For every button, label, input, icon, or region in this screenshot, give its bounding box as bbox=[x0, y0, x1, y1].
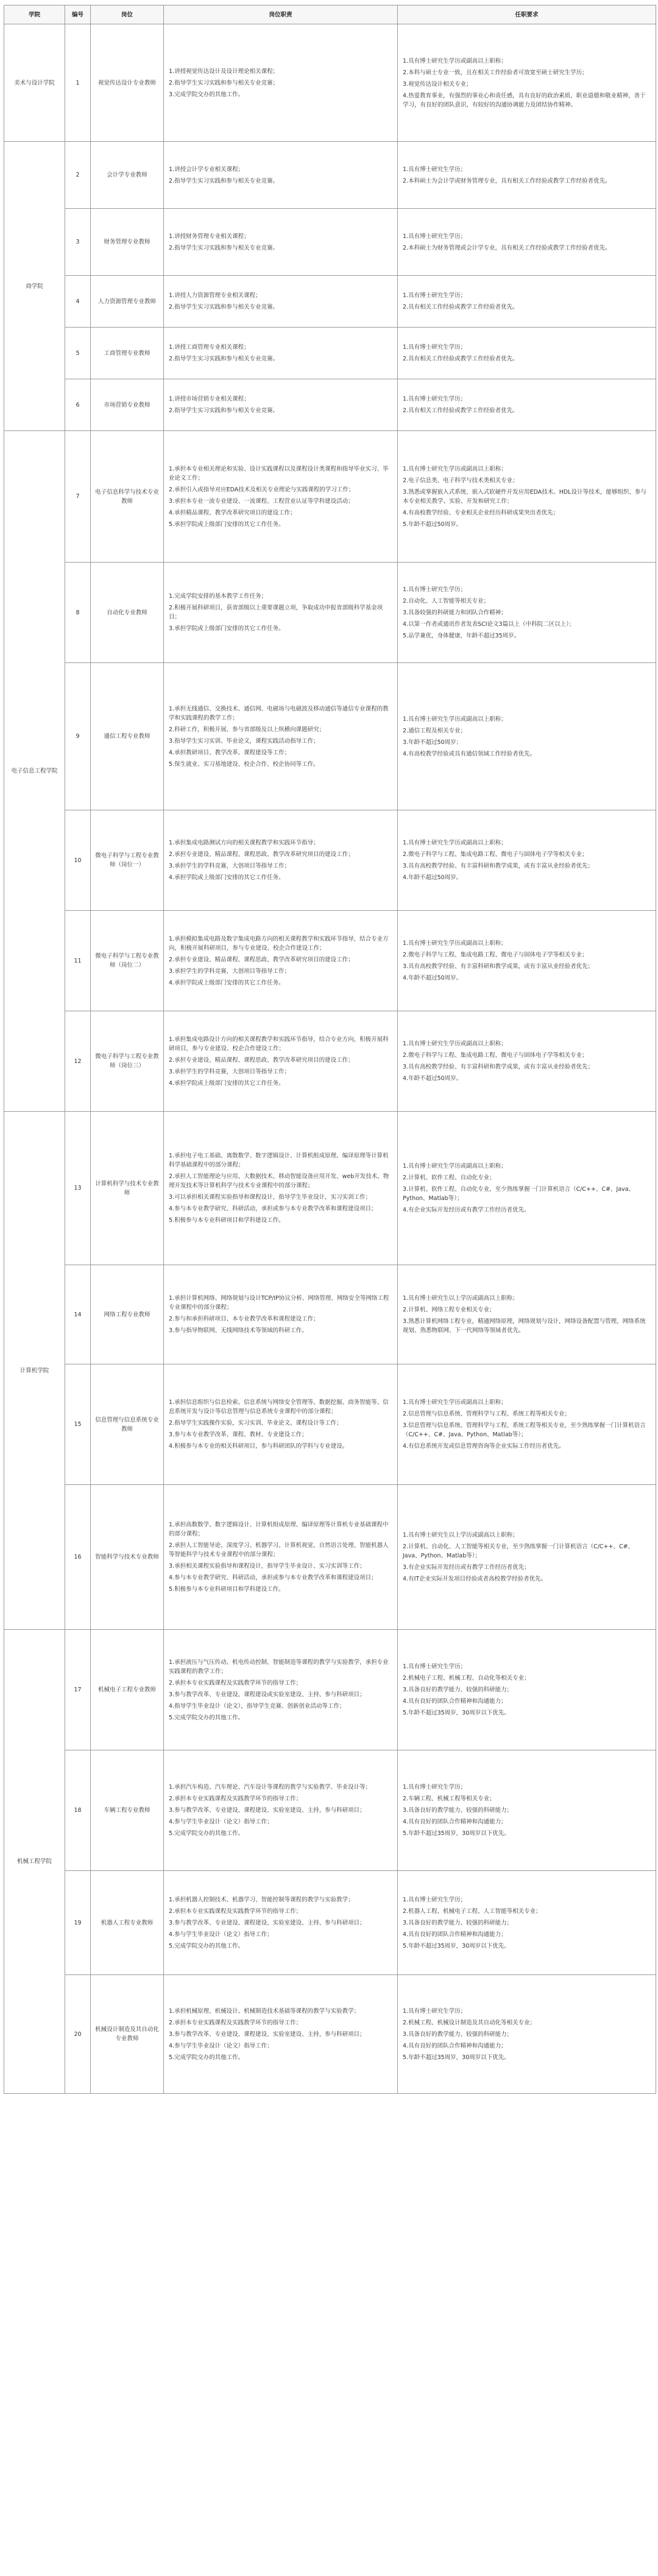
requirement-item: 4.具有良好的团队合作精神和沟通能力； bbox=[403, 1698, 507, 1705]
duty-item: 2.指导学生实践操作实验，实习实训、毕业论文、课程设计等工作； bbox=[169, 1420, 342, 1427]
position-cell: 会计学专业教师 bbox=[91, 142, 164, 209]
duty-item: 5.完成学院交办的其他工作。 bbox=[169, 1830, 244, 1837]
duty-item: 2.承担本专业实践课程及实践教学环节的指导工作； bbox=[169, 2019, 302, 2026]
duty-item: 5.完成学院交办的其他工作。 bbox=[169, 2054, 244, 2061]
duty-item: 4.承担精品课程、教学改革研究项目的建设工作； bbox=[169, 509, 296, 516]
requirements-cell bbox=[398, 911, 656, 1011]
duty-item: 1.讲授会计学专业相关课程； bbox=[169, 166, 244, 173]
requirements-cell bbox=[398, 563, 656, 663]
requirements-cell bbox=[398, 663, 656, 810]
duty-item: 4.参与学生毕业设计（论文）指导工作； bbox=[169, 1931, 273, 1938]
duty-item: 2.承担专业建设、精品课程、课程思政、教学改革研究项目的建设工作； bbox=[169, 956, 354, 963]
duty-item: 3.参与指导物联网、无线网络技术等领域的科研工作。 bbox=[169, 1327, 308, 1334]
duty-item: 5.积极参与本专业科研项目和学科建设工作。 bbox=[169, 1217, 285, 1224]
duty-item: 3.承担学院或上级部门安排的其它工作任务。 bbox=[169, 625, 285, 632]
number-cell: 16 bbox=[65, 1485, 91, 1630]
requirement-item: 3.具备良好的教学能力、较强的科研能力； bbox=[403, 1919, 513, 1926]
position-cell: 智能科学与技术专业教师 bbox=[91, 1485, 164, 1630]
duty-item: 5.积极参与本专业科研项目和学科建设工作。 bbox=[169, 1586, 285, 1593]
number-cell: 15 bbox=[65, 1364, 91, 1485]
duty-item: 4.参与本专业教学研究、科研活动，承担或参与本专业教学改革和课程建设项目； bbox=[169, 1574, 377, 1581]
requirement-item: 3.年龄不超过50周岁； bbox=[403, 739, 462, 746]
requirements-cell bbox=[398, 1011, 656, 1112]
duties-cell bbox=[164, 431, 398, 563]
requirement-item: 2.车辆工程、机械工程等相关专业； bbox=[403, 1795, 495, 1802]
number-cell: 19 bbox=[65, 1871, 91, 1975]
requirement-item: 4.以第一作者或通讯作者发表SCI论文3篇以上（中科院二区以上）； bbox=[403, 620, 575, 628]
requirement-item: 1.具有博士研究生学历或副高以上职称； bbox=[403, 57, 507, 65]
requirement-item: 1.具有博士研究生学历； bbox=[403, 344, 467, 351]
position-cell: 通信工程专业教师 bbox=[91, 663, 164, 810]
table-row bbox=[4, 1011, 656, 1112]
duties-cell bbox=[164, 810, 398, 911]
duties-cell bbox=[164, 209, 398, 276]
duties-cell bbox=[164, 911, 398, 1011]
duty-item: 5.承担学院或上级部门安排的其它工作任务。 bbox=[169, 521, 285, 528]
position-cell: 机器人工程专业教师 bbox=[91, 1871, 164, 1975]
requirements-cell bbox=[398, 1364, 656, 1485]
duty-item: 1.承担本专业相关理论和实验、设计实践课程以及课程设计类课程和指导毕业实习、毕业论文工作； bbox=[169, 465, 389, 482]
requirement-item: 1.具有博士研究生学历； bbox=[403, 1784, 467, 1791]
header-college: 学院 bbox=[4, 5, 65, 24]
duty-item: 3.参与教学改革、专业建设、课程建设、实验室建设、主持、参与科研项目； bbox=[169, 2030, 366, 2038]
requirement-item: 3.信息管理与信息系统、管理科学与工程、系统工程等相关专业，至少熟练掌握一门计算机语言（C/C++、C#、Java、Python、Matlab等）； bbox=[403, 1422, 646, 1438]
requirement-item: 4.年龄不超过50周岁。 bbox=[403, 975, 462, 981]
duty-item: 3.完成学院交办的其他工作。 bbox=[169, 91, 244, 98]
requirement-item: 4.年龄不超过50周岁。 bbox=[403, 874, 462, 881]
number-cell: 10 bbox=[65, 810, 91, 911]
duty-item: 1.讲授市场营销专业相关课程； bbox=[169, 396, 250, 402]
requirement-item: 1.具有博士研究生以上学历或副高以上职称； bbox=[403, 1532, 518, 1539]
college-cell: 美术与设计学院 bbox=[4, 24, 65, 142]
requirement-item: 2.电子信息类、电子科学与技术类相关专业； bbox=[403, 477, 518, 484]
requirement-item: 1.具有博士研究生学历； bbox=[403, 1896, 467, 1903]
requirement-item: 1.具有博士研究生学历或副高以上职称； bbox=[403, 1399, 507, 1406]
position-cell: 财务管理专业教师 bbox=[91, 209, 164, 276]
duty-item: 2.指导学生实习实践和参与相关专业竞赛。 bbox=[169, 356, 279, 362]
header-duties: 岗位职责 bbox=[164, 5, 398, 24]
duty-item: 2.指导学生实习实践和参与相关专业竞赛。 bbox=[169, 304, 279, 311]
requirement-item: 1.具有博士研究生学历或副高以上职称； bbox=[403, 465, 507, 472]
duty-item: 1.承担集成电路测试方向的相关课程教学和实践环节指导； bbox=[169, 840, 319, 846]
duty-item: 4.参与本专业教学研究、科研活动，承担或参与本专业教学改革和课程建设项目； bbox=[169, 1206, 377, 1212]
table-row bbox=[4, 663, 656, 810]
duty-item: 4.参与学生毕业设计（论文）指导工作； bbox=[169, 2042, 273, 2049]
requirement-item: 3.具有高校教学经验、有丰富科研和教学成果，或有丰富从业经验者优先； bbox=[403, 963, 594, 970]
requirement-item: 2.微电子科学与工程、集成电路工程、微电子与固体电子学等相关专业； bbox=[403, 1052, 588, 1059]
requirement-item: 3.熟悉或掌握嵌入式系统、嵌入式软硬件开发应用EDA技术、HDL设计等技术，能够组织、参与本专业相关教学、实验、开发和研究工作； bbox=[403, 488, 646, 505]
recruitment-table bbox=[4, 5, 656, 2094]
table-row bbox=[4, 911, 656, 1011]
table-row bbox=[4, 1871, 656, 1975]
duty-item: 4.承担学院或上级部门安排的其它工作任务。 bbox=[169, 1079, 285, 1087]
requirement-item: 5.年龄不超过35周岁，30周岁以下优先。 bbox=[403, 1830, 510, 1837]
requirement-item: 1.具有博士研究生学历； bbox=[403, 292, 467, 299]
duty-item: 3.承担相关课程实验指导和课程设计，指导学生毕业设计、实习实训等工作； bbox=[169, 1563, 366, 1570]
requirement-item: 3.具有高校教学经验、有丰富科研和教学成果，或有丰富从业经验者优先； bbox=[403, 863, 594, 869]
requirement-item: 1.具有博士研究生学历或副高以上职称； bbox=[403, 1163, 507, 1170]
duty-item: 1.讲授工商管理专业相关课程； bbox=[169, 344, 250, 351]
position-cell: 网络工程专业教师 bbox=[91, 1265, 164, 1364]
requirement-item: 1.具有博士研究生学历； bbox=[403, 166, 467, 173]
number-cell: 2 bbox=[65, 142, 91, 209]
number-cell: 12 bbox=[65, 1011, 91, 1112]
number-cell: 6 bbox=[65, 379, 91, 431]
number-cell: 13 bbox=[65, 1112, 91, 1265]
position-cell: 机械设计制造及其自动化专业教师 bbox=[91, 1975, 164, 2094]
duty-item: 4.参与学生毕业设计（论文）指导工作； bbox=[169, 1819, 273, 1825]
requirements-cell bbox=[398, 276, 656, 328]
duty-item: 1.承担计算机网络、网络规划与设计TCP/IP协议分析、网络管理、网络安全等网络工程专业课程中的部分课程； bbox=[169, 1295, 389, 1311]
duty-item: 1.承担信息组织与信息检索、信息系统与网络安全管理等、数据挖掘、商务智能等、信息系统开发与设计等信息管理与信息系统专业课程中的部分课程； bbox=[169, 1399, 389, 1415]
requirements-cell bbox=[398, 1265, 656, 1364]
position-cell: 微电子科学与工程专业教师（岗位一） bbox=[91, 810, 164, 911]
requirement-item: 4.有高校教学经验、专业相关企业经历科研成果突出者优先； bbox=[403, 509, 559, 516]
requirement-item: 2.计算机、网络工程专业相关专业； bbox=[403, 1307, 495, 1313]
duty-item: 3.指导学生实习实训、毕业论文，课程实践活动指导工作； bbox=[169, 737, 319, 745]
duty-item: 3.参与教学改革、专业建设、课程建设或实验室建设、主持、参与科研项目； bbox=[169, 1691, 366, 1698]
requirement-item: 1.具有博士研究生学历； bbox=[403, 396, 467, 402]
duty-item: 5.保生就业、实习基地建设、校企合作、校企协同等工作。 bbox=[169, 760, 319, 768]
duty-item: 5.完成学院交办的其他工作。 bbox=[169, 1942, 244, 1950]
position-cell: 机械电子工程专业教师 bbox=[91, 1630, 164, 1750]
duty-item: 4.承担教研项目、教学改革、课程建设等工作； bbox=[169, 749, 291, 756]
requirement-item: 2.机械电子工程、机械工程、自动化等相关专业； bbox=[403, 1675, 530, 1682]
requirement-item: 1.具有博士研究生学历； bbox=[403, 586, 467, 593]
table-row bbox=[4, 1750, 656, 1871]
duty-item: 1.承担集成电路设计方向的相关课程教学和实践环节指导，结合专业方向，积极开展科研项目，参与专业建设、校企合作建设工作； bbox=[169, 1036, 389, 1052]
position-cell: 视觉传达设计专业教师 bbox=[91, 24, 164, 142]
requirement-item: 4.具有良好的团队合作精神和沟通能力； bbox=[403, 2042, 507, 2049]
requirements-cell bbox=[398, 379, 656, 431]
number-cell: 14 bbox=[65, 1265, 91, 1364]
duties-cell bbox=[164, 563, 398, 663]
position-cell: 电子信息科学与技术专业教师 bbox=[91, 431, 164, 563]
requirement-item: 2.具有相关工作经验或教学工作经验者优先。 bbox=[403, 304, 518, 311]
duty-item: 4.积极参与本专业的相关科研项目，参与科研团队的学科与专业建设。 bbox=[169, 1443, 348, 1450]
duties-cell bbox=[164, 1485, 398, 1630]
duties-cell bbox=[164, 1011, 398, 1112]
duty-item: 2.指导学生实习实践和参与相关专业竞赛。 bbox=[169, 407, 279, 414]
requirement-item: 4.具有良好的团队合作精神和沟通能力； bbox=[403, 1931, 507, 1938]
duty-item: 2.积极开展科研项目，获省部级以上重要课题立项，争取成功申报省部级科学基金项目； bbox=[169, 605, 383, 620]
requirements-cell bbox=[398, 1630, 656, 1750]
number-cell: 18 bbox=[65, 1750, 91, 1871]
table-row bbox=[4, 1112, 656, 1265]
requirement-item: 1.具有博士研究生学历或副高以上职称； bbox=[403, 940, 507, 947]
duties-cell bbox=[164, 1975, 398, 2094]
table-row bbox=[4, 563, 656, 663]
requirements-cell bbox=[398, 431, 656, 563]
requirement-item: 3.具备较强的科研能力和团队合作精神； bbox=[403, 609, 507, 616]
table-row bbox=[4, 1485, 656, 1630]
duty-item: 1.完成学院安排的基本教学工作任务； bbox=[169, 593, 267, 600]
position-cell: 市场营销专业教师 bbox=[91, 379, 164, 431]
duty-item: 1.承担电子电工基础、离散数学、数字逻辑设计、计算机组成原理、编译原理等计算机科学基础课程中的部分课程； bbox=[169, 1153, 389, 1168]
duty-item: 1.讲授财务管理专业相关课程； bbox=[169, 233, 250, 240]
duty-item: 2.指导学生实习实践和参与相关专业竞赛。 bbox=[169, 177, 279, 184]
duty-item: 2.指导学生实习实践和参与相关专业竞赛。 bbox=[169, 244, 279, 251]
duty-item: 3.承担学生的学科竞赛，大创项目等指导工作； bbox=[169, 967, 291, 975]
duties-cell bbox=[164, 1265, 398, 1364]
table-row bbox=[4, 209, 656, 276]
table-row bbox=[4, 276, 656, 328]
number-cell: 3 bbox=[65, 209, 91, 276]
requirement-item: 4.有高校教学经验或具有通信领域工作经验者优先。 bbox=[403, 750, 536, 757]
requirements-cell bbox=[398, 209, 656, 276]
table-body bbox=[4, 24, 656, 2094]
duty-item: 1.讲授人力资源管理专业相关课程； bbox=[169, 292, 261, 299]
duties-cell bbox=[164, 1112, 398, 1265]
requirement-item: 4.具有良好的团队合作精神和沟通能力； bbox=[403, 1819, 507, 1825]
requirement-item: 2.具有相关工作经验或教学工作经验者优先。 bbox=[403, 356, 518, 362]
number-cell: 8 bbox=[65, 563, 91, 663]
position-cell: 微电子科学与工程专业教师（岗位二） bbox=[91, 911, 164, 1011]
requirement-item: 5.品学兼优，身体健康，年龄不超过35周岁。 bbox=[403, 632, 520, 639]
requirement-item: 3.有企业实际开发经历或有教学工作经历者优先； bbox=[403, 1564, 530, 1571]
requirement-item: 2.通信工程及相关专业； bbox=[403, 727, 467, 734]
header-position: 岗位 bbox=[91, 5, 164, 24]
header-requirements: 任职要求 bbox=[398, 5, 656, 24]
requirement-item: 2.微电子科学与工程、集成电路工程、微电子与固体电子学等相关专业； bbox=[403, 952, 588, 958]
requirement-item: 2.自动化、人工智能等相关专业； bbox=[403, 597, 490, 605]
requirement-item: 2.计算机、软件工程、自动化专业； bbox=[403, 1174, 495, 1181]
duties-cell bbox=[164, 1750, 398, 1871]
college-cell: 机械工程学院 bbox=[4, 1630, 65, 2094]
duty-item: 3.参与教学改革、专业建设、课程建设、实验室建设、主持、参与科研项目； bbox=[169, 1807, 366, 1814]
requirements-cell bbox=[398, 142, 656, 209]
duty-item: 3.参与教学改革、专业建设、课程建设、实验室建设、主持、参与科研项目； bbox=[169, 1919, 366, 1926]
table-header-row bbox=[4, 5, 656, 24]
number-cell: 17 bbox=[65, 1630, 91, 1750]
duty-item: 3.承担学生的学科竞赛，大创项目等指导工作； bbox=[169, 863, 291, 869]
position-cell: 自动化专业教师 bbox=[91, 563, 164, 663]
college-cell: 计算机学院 bbox=[4, 1112, 65, 1630]
position-cell: 微电子科学与工程专业教师（岗位三） bbox=[91, 1011, 164, 1112]
college-cell: 商学院 bbox=[4, 142, 65, 431]
duty-item: 2.承担专业建设、精品课程、课程思政、教学改革研究项目的建设工作； bbox=[169, 851, 354, 858]
header-number: 编号 bbox=[65, 5, 91, 24]
duties-cell bbox=[164, 1364, 398, 1485]
requirement-item: 3.计算机、软件工程、自动化专业，至少熟练掌握一门计算机语言（C/C++、C#、Java、Python、Matlab等）； bbox=[403, 1186, 635, 1202]
table-row bbox=[4, 1630, 656, 1750]
requirements-cell bbox=[398, 810, 656, 911]
number-cell: 5 bbox=[65, 328, 91, 379]
duty-item: 2.承担人工智能理论与应用、大数据技术、移动智能设备应用开发、web开发技术、物理开发技术等计算机科学与技术专业课程中的部分课程； bbox=[169, 1173, 389, 1189]
requirements-cell bbox=[398, 1485, 656, 1630]
requirement-item: 2.具有相关工作经验或教学工作经验者优先。 bbox=[403, 407, 518, 414]
requirement-item: 4.热爱教育事业，有强烈的事业心和责任感，具有良好的政治素质，职业道德和敬业精神，善于学习，有良好的团队意识，有较好的沟通协调能力及团结协作精神。 bbox=[403, 92, 646, 108]
duties-cell bbox=[164, 276, 398, 328]
requirements-cell bbox=[398, 328, 656, 379]
requirement-item: 2.本科硕士为财务管理或会计学专业，具有相关工作经验或教学工作经验者优先。 bbox=[403, 244, 611, 251]
position-cell: 工商管理专业教师 bbox=[91, 328, 164, 379]
requirement-item: 3.具备良好的教学能力、较强的科研能力； bbox=[403, 2030, 513, 2038]
table-row bbox=[4, 1975, 656, 2094]
college-cell: 电子信息工程学院 bbox=[4, 431, 65, 1112]
requirement-item: 1.具有博士研究生学历； bbox=[403, 233, 467, 240]
requirements-cell bbox=[398, 1112, 656, 1265]
requirement-item: 2.计算机、自动化、人工智能等相关专业，至少熟练掌握一门计算机语言（C/C++、C#、Java、Python、Matlab等）； bbox=[403, 1543, 634, 1559]
duty-item: 1.承担机器人控制技术、机器学习、智能控制等课程的教学与实验教学； bbox=[169, 1896, 354, 1903]
requirement-item: 4.有IT企业实际开发项目经验或者高校教学经验者优先。 bbox=[403, 1576, 547, 1582]
duties-cell bbox=[164, 328, 398, 379]
requirement-item: 3.具有高校教学经验、有丰富科研和教学成果，或有丰富从业经验者优先； bbox=[403, 1064, 594, 1070]
table-row bbox=[4, 431, 656, 563]
position-cell: 计算机科学与技术专业教师 bbox=[91, 1112, 164, 1265]
requirement-item: 1.具有博士研究生以上学历或副高以上职称； bbox=[403, 1295, 518, 1302]
requirement-item: 5.年龄不超过35周岁，30周岁以下优先。 bbox=[403, 1710, 510, 1716]
duty-item: 1.承担机械原理、机械设计、机械制造技术基础等课程的教学与实验教学； bbox=[169, 2007, 360, 2015]
duties-cell bbox=[164, 142, 398, 209]
duty-item: 1.承担无线通信、交换技术、通信网、电磁场与电磁波及移动通信等通信专业课程的教学和实践课程的教学工作； bbox=[169, 705, 389, 721]
requirement-item: 3.具备良好的教学能力、较强的科研能力； bbox=[403, 1807, 513, 1814]
duty-item: 2.承担本专业实践课程及实践教学环节的指导工作； bbox=[169, 1795, 302, 1802]
table-row bbox=[4, 142, 656, 209]
requirement-item: 2.本科硕士为会计学或财务管理专业，具有相关工作经验或教学工作经验者优先。 bbox=[403, 177, 611, 184]
requirement-item: 5.年龄不超过35周岁，30周岁以下优先。 bbox=[403, 1942, 510, 1950]
table-row bbox=[4, 328, 656, 379]
duty-item: 5.完成学院交办的其他工作。 bbox=[169, 1714, 244, 1721]
duty-item: 3.参与本专业教学改革、课程、教材、专业建设工作； bbox=[169, 1431, 308, 1438]
duty-item: 3.可以承担相关课程实验指导和课程设计，指导学生毕业设计，实习实训工作； bbox=[169, 1194, 372, 1201]
duties-cell bbox=[164, 24, 398, 142]
requirements-cell bbox=[398, 1975, 656, 2094]
requirement-item: 1.具有博士研究生学历； bbox=[403, 2007, 467, 2015]
requirement-item: 4.年龄不超过50周岁。 bbox=[403, 1075, 462, 1082]
duty-item: 2.科研工作，积极开展、参与省部级及以上纵横向课题研究； bbox=[169, 726, 325, 733]
duty-item: 2.指导学生实习实践和参与相关专业竞赛； bbox=[169, 79, 279, 86]
duty-item: 1.承担高数数学、数字逻辑设计、计算机组成原理、编译原理等计算机专业基础课程中的部分课程； bbox=[169, 1521, 389, 1537]
requirement-item: 5.年龄不超过50周岁。 bbox=[403, 521, 462, 528]
requirement-item: 3.视觉传达设计相关专业； bbox=[403, 80, 472, 88]
requirement-item: 1.具有博士研究生学历； bbox=[403, 1663, 467, 1670]
requirement-item: 4.有信息系统开发或信息管理咨询等企业实际工作经历者优先。 bbox=[403, 1443, 565, 1450]
requirement-item: 2.机械工程、机械设计制造及其自动化等相关专业； bbox=[403, 2019, 536, 2026]
number-cell: 7 bbox=[65, 431, 91, 563]
requirements-cell bbox=[398, 24, 656, 142]
requirement-item: 1.具有博士研究生学历或副高以上职称； bbox=[403, 840, 507, 846]
duties-cell bbox=[164, 1630, 398, 1750]
duty-item: 4.承担学院或上级部门安排的其它工作任务。 bbox=[169, 979, 285, 986]
table-row bbox=[4, 379, 656, 431]
duties-cell bbox=[164, 663, 398, 810]
requirement-item: 1.具有博士研究生学历或副高以上职称； bbox=[403, 715, 507, 723]
duty-item: 4.指导学生毕业设计（论文），指导学生竞赛、创新创业活动等工作； bbox=[169, 1702, 345, 1710]
position-cell: 车辆工程专业教师 bbox=[91, 1750, 164, 1871]
duty-item: 2.承担引入或指导对应EDA技术及相关专业理论与实践课程的学习工作； bbox=[169, 486, 355, 493]
requirement-item: 3.熟悉计算机网络工程专业，精通网络原理，网络规划与设计，网络设备配置与管理，网络系统规划、熟悉物联网、下一代网络等领域者优先。 bbox=[403, 1318, 646, 1334]
number-cell: 20 bbox=[65, 1975, 91, 2094]
requirement-item: 2.本科与硕士专业一致，且在相关工作经验者可放宽至硕士研究生学历； bbox=[403, 69, 588, 76]
table-row bbox=[4, 1364, 656, 1485]
table-row bbox=[4, 810, 656, 911]
requirement-item: 2.机器人工程、机械电子工程、人工智能等相关专业； bbox=[403, 1907, 542, 1915]
requirement-item: 1.具有博士研究生学历或副高以上职称； bbox=[403, 1041, 507, 1047]
duties-cell bbox=[164, 379, 398, 431]
requirement-item: 2.微电子科学与工程、集成电路工程、微电子与固体电子学等相关专业； bbox=[403, 851, 588, 858]
duty-item: 3.承担本专业一流专业建设、一流课程、工程营业认证等学科建设活动； bbox=[169, 497, 354, 505]
requirement-item: 4.有企业实际开发经历或有教学工作经历者优先。 bbox=[403, 1207, 530, 1213]
table-row bbox=[4, 24, 656, 142]
position-cell: 信息管理与信息系统专业教师 bbox=[91, 1364, 164, 1485]
duty-item: 4.承担学院或上级部门安排的其它工作任务。 bbox=[169, 874, 285, 881]
requirements-cell bbox=[398, 1750, 656, 1871]
requirement-item: 2.信息管理与信息系统、管理科学与工程、系统工程等相关专业； bbox=[403, 1411, 571, 1417]
number-cell: 9 bbox=[65, 663, 91, 810]
duty-item: 2.承担人工智能导论、深度学习、机器学习、计算机视觉、自然语言处理、智能机器人等智能科学与技术专业课程中的部分课程； bbox=[169, 1542, 389, 1558]
requirement-item: 5.年龄不超过35周岁，30周岁以下优先。 bbox=[403, 2054, 510, 2061]
duty-item: 1.承担液压与气压传动、机电传动控制、智能制造等课程的教学与实验教学，承担专业实践课程的教学工作； bbox=[169, 1658, 389, 1675]
duty-item: 2.承担本专业实践课程及实践教学环节的指导工作； bbox=[169, 1679, 302, 1686]
number-cell: 4 bbox=[65, 276, 91, 328]
duty-item: 1.承担模拟集成电路及数字集成电路方向的相关课程教学和实践环节指导，结合专业方向，积极开展科研项目，参与专业建设、校企合作建设工作； bbox=[169, 935, 389, 952]
duties-cell bbox=[164, 1871, 398, 1975]
table-row bbox=[4, 1265, 656, 1364]
duty-item: 2.承担专业建设、精品课程、课程思政、教学改革研究项目的建设工作； bbox=[169, 1056, 354, 1064]
position-cell: 人力资源管理专业教师 bbox=[91, 276, 164, 328]
requirements-cell bbox=[398, 1871, 656, 1975]
duty-item: 1.讲授视觉传达设计及设计理论相关课程； bbox=[169, 68, 279, 75]
number-cell: 1 bbox=[65, 24, 91, 142]
duty-item: 2.参与和承担科研项目、本专业教学改革和课程建设工作； bbox=[169, 1316, 319, 1322]
duty-item: 2.承担本专业实践课程及实践教学环节的指导工作； bbox=[169, 1907, 302, 1915]
number-cell: 11 bbox=[65, 911, 91, 1011]
duty-item: 3.承担学生的学科竞赛，大创项目等指导工作； bbox=[169, 1068, 291, 1075]
requirement-item: 3.具备良好的教学能力、较强的科研能力； bbox=[403, 1686, 513, 1693]
duty-item: 1.承担汽车构造、汽车理论、汽车设计等课程的教学与实验教学、毕业设计等； bbox=[169, 1784, 372, 1791]
